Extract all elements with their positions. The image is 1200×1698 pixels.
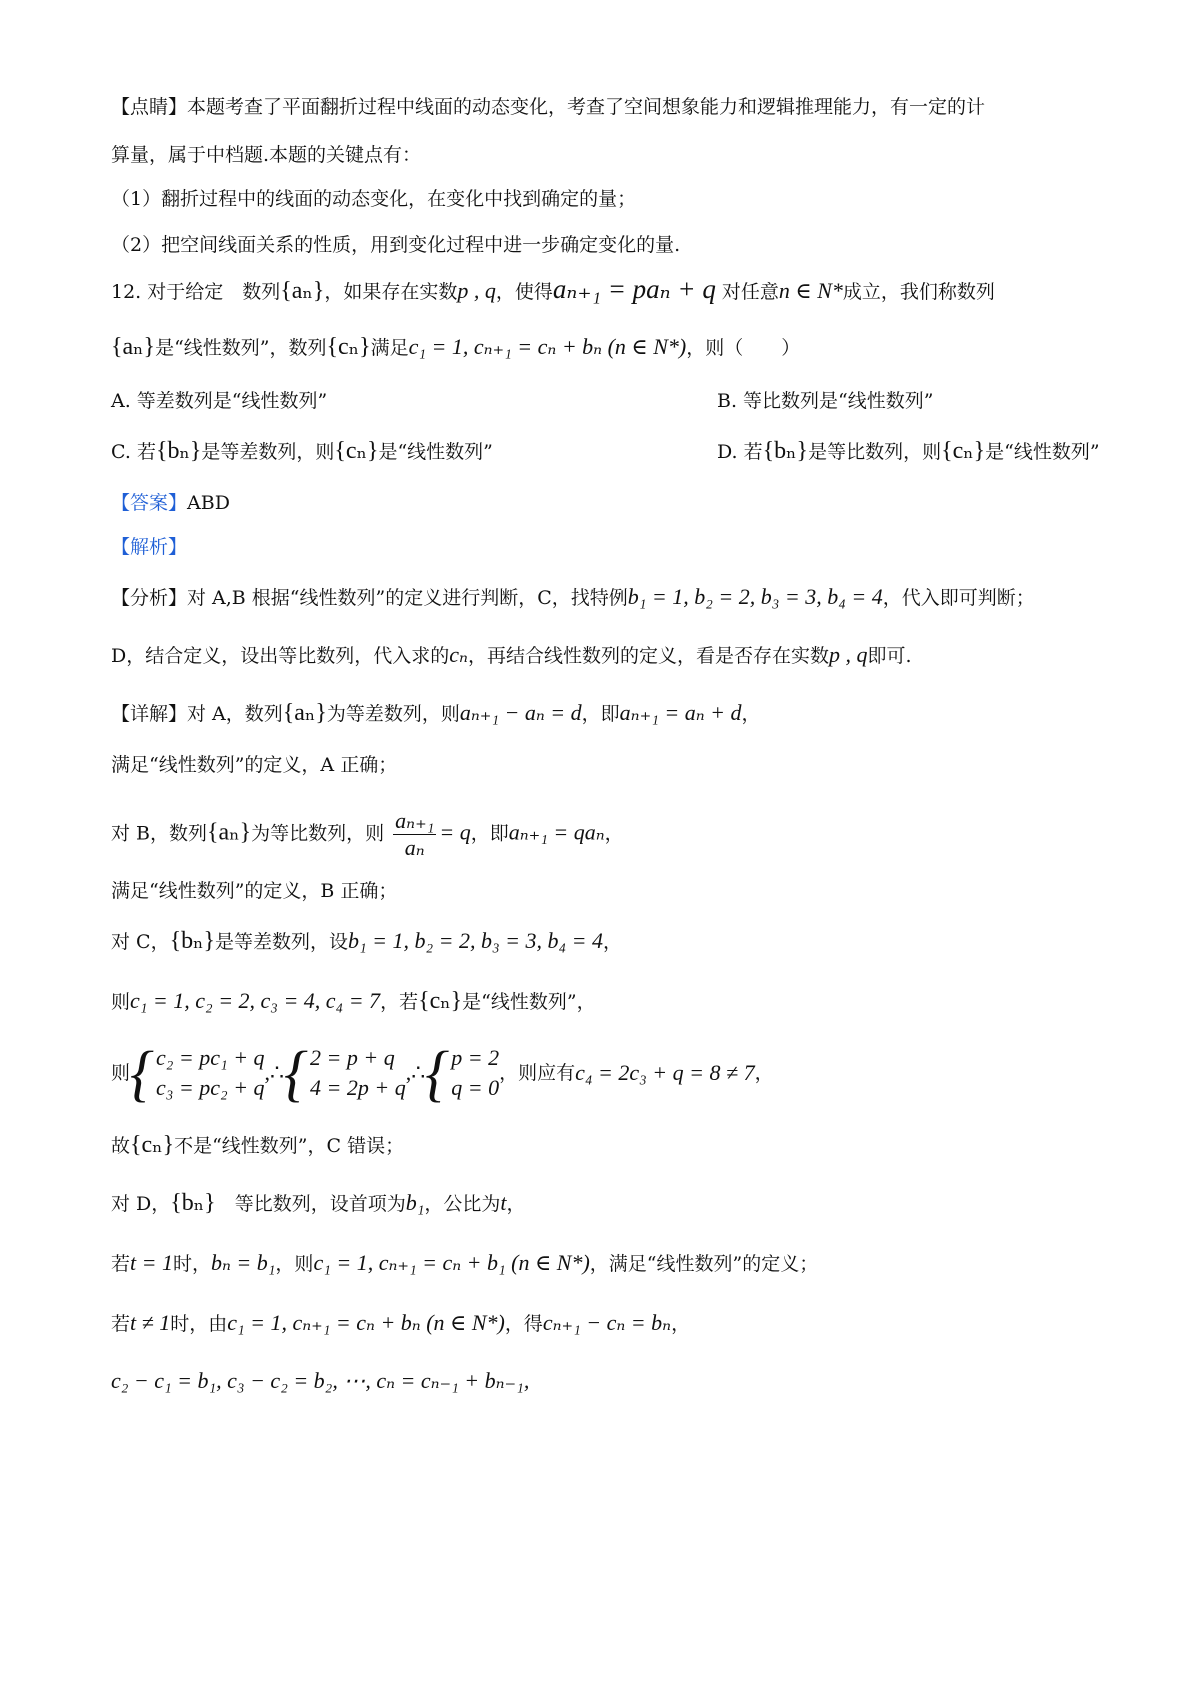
math-difference: aₙ₊₁ − aₙ = d bbox=[459, 700, 582, 725]
math-recurrence: aₙ₊₁ = paₙ + q bbox=[552, 274, 716, 304]
math-b-example: b₁ = 1, b₂ = 2, b₃ = 3, b₄ = 4 bbox=[627, 584, 883, 609]
dianjing-line2: 算量，属于中档题.本题的关键点有： bbox=[111, 144, 422, 166]
math-an-set: {aₙ} bbox=[280, 278, 325, 304]
question-stem-line2: {aₙ}是“线性数列”，数列{cₙ}满足c₁ = 1, cₙ₊₁ = cₙ + bₙ (n ∈ N*)，则（ ） bbox=[111, 334, 801, 360]
answer-value: ABD bbox=[187, 492, 230, 514]
question-stem-line1: 12. 对于给定 数列{aₙ}，如果存在实数p , q，使得aₙ₊₁ = paₙ + q 对任意n ∈ N*成立，我们称数列 bbox=[111, 274, 995, 304]
dianjing-point1: （1）翻折过程中的线面的动态变化，在变化中找到确定的量； bbox=[111, 188, 637, 210]
math-system-1: { c₂ = pc₁ + q c₃ = pc₂ + q bbox=[130, 1038, 265, 1108]
option-b: B. 等比数列是“线性数列” bbox=[717, 390, 934, 412]
answer-label: 【答案】 bbox=[111, 492, 188, 514]
dianjing-line1: 【点睛】本题考查了平面翻折过程中线面的动态变化，考查了空间想象能力和逻辑推理能力，有一定的计 bbox=[111, 96, 986, 118]
jiexi-label: 【解析】 bbox=[111, 536, 188, 558]
detail-line8: 故{cₙ}不是“线性数列”，C 错误； bbox=[111, 1132, 405, 1158]
math-system-3: { p = 2 q = 0 bbox=[425, 1038, 500, 1108]
detail-line12 bbox=[111, 1368, 1101, 1395]
math-an-set: {aₙ} bbox=[111, 334, 156, 360]
option-d: D. 若{bₙ}是等比数列，则{cₙ}是“线性数列” bbox=[717, 438, 1100, 464]
detail-line2: 满足“线性数列”的定义，A 正确； bbox=[111, 754, 398, 776]
math-pq: p , q bbox=[457, 278, 496, 303]
detail-line7: 则 { c₂ = pc₁ + q c₃ = pc₂ + q ,∴ { 2 = p + q 4 = 2p + q ,∴ { p = 2 q = 0 ，则应有 c₄ = 2c₃ + q = 8 ≠ 7 ， bbox=[111, 1038, 774, 1108]
math-ratio-fraction: $\frac{\text{aₙ₊₁}}{\text{aₙ}}$ bbox=[395, 808, 435, 860]
answer-line bbox=[111, 490, 1101, 516]
option-a: A. 等差数列是“线性数列” bbox=[111, 390, 328, 412]
detail-line3: 对 B，数列{aₙ}为等比数列，则 $\frac{\text{aₙ₊₁}}{\text{aₙ}}$ = q，即aₙ₊₁ = qaₙ， bbox=[111, 808, 624, 860]
detail-line5: 对 C，{bₙ}是等差数列，设b₁ = 1, b₂ = 2, b₃ = 3, b₄ = 4， bbox=[111, 928, 623, 954]
detail-line11: 若t ≠ 1时，由c₁ = 1, cₙ₊₁ = cₙ + bₙ (n ∈ N*)，得cₙ₊₁ − cₙ = bₙ， bbox=[111, 1310, 691, 1335]
math-system-2: { 2 = p + q 4 = 2p + q bbox=[284, 1038, 406, 1108]
dianjing-point2: （2）把空间线面关系的性质，用到变化过程中进一步确定变化的量. bbox=[111, 234, 681, 256]
fenxi-line2: D，结合定义，设出等比数列，代入求的cₙ，再结合线性数列的定义，看是否存在实数p , q即可. bbox=[111, 642, 912, 667]
math-c-values: c₁ = 1, c₂ = 2, c₃ = 4, c₄ = 7 bbox=[130, 988, 381, 1013]
detail-line4: 满足“线性数列”的定义，B 正确； bbox=[111, 880, 398, 902]
math-c-definition: c₁ = 1, cₙ₊₁ = cₙ + bₙ (n ∈ N*) bbox=[408, 334, 687, 359]
detail-line1: 【详解】对 A，数列{aₙ}为等差数列，则aₙ₊₁ − aₙ = d，即aₙ₊₁ = aₙ + d， bbox=[111, 700, 761, 726]
fenxi-line1: 【分析】对 A,B 根据“线性数列”的定义进行判断，C，找特例b₁ = 1, b₂ = 2, b₃ = 3, b₄ = 4，代入即可判断； bbox=[111, 584, 1035, 609]
option-c: C. 若{bₙ}是等差数列，则{cₙ}是“线性数列” bbox=[111, 438, 493, 464]
detail-line9: 对 D，{bₙ} 等比数列，设首项为b₁，公比为t， bbox=[111, 1190, 526, 1216]
options-row-cd bbox=[111, 438, 1101, 465]
options-row-ab bbox=[111, 388, 1101, 414]
detail-line6: 则c₁ = 1, c₂ = 2, c₃ = 4, c₄ = 7，若{cₙ}是“线性数列”， bbox=[111, 988, 596, 1014]
math-n-in-N: n ∈ N* bbox=[778, 278, 843, 303]
math-cn-set: {cₙ} bbox=[326, 334, 371, 360]
detail-line10: 若t = 1时，bₙ = b₁，则c₁ = 1, cₙ₊₁ = cₙ + b₁ (n ∈ N*)，满足“线性数列”的定义； bbox=[111, 1250, 819, 1275]
math-telescoping: c₂ − c₁ = b₁, c₃ − c₂ = b₂, ⋯, cₙ = cₙ₋₁ + bₙ₋₁, bbox=[111, 1368, 530, 1393]
